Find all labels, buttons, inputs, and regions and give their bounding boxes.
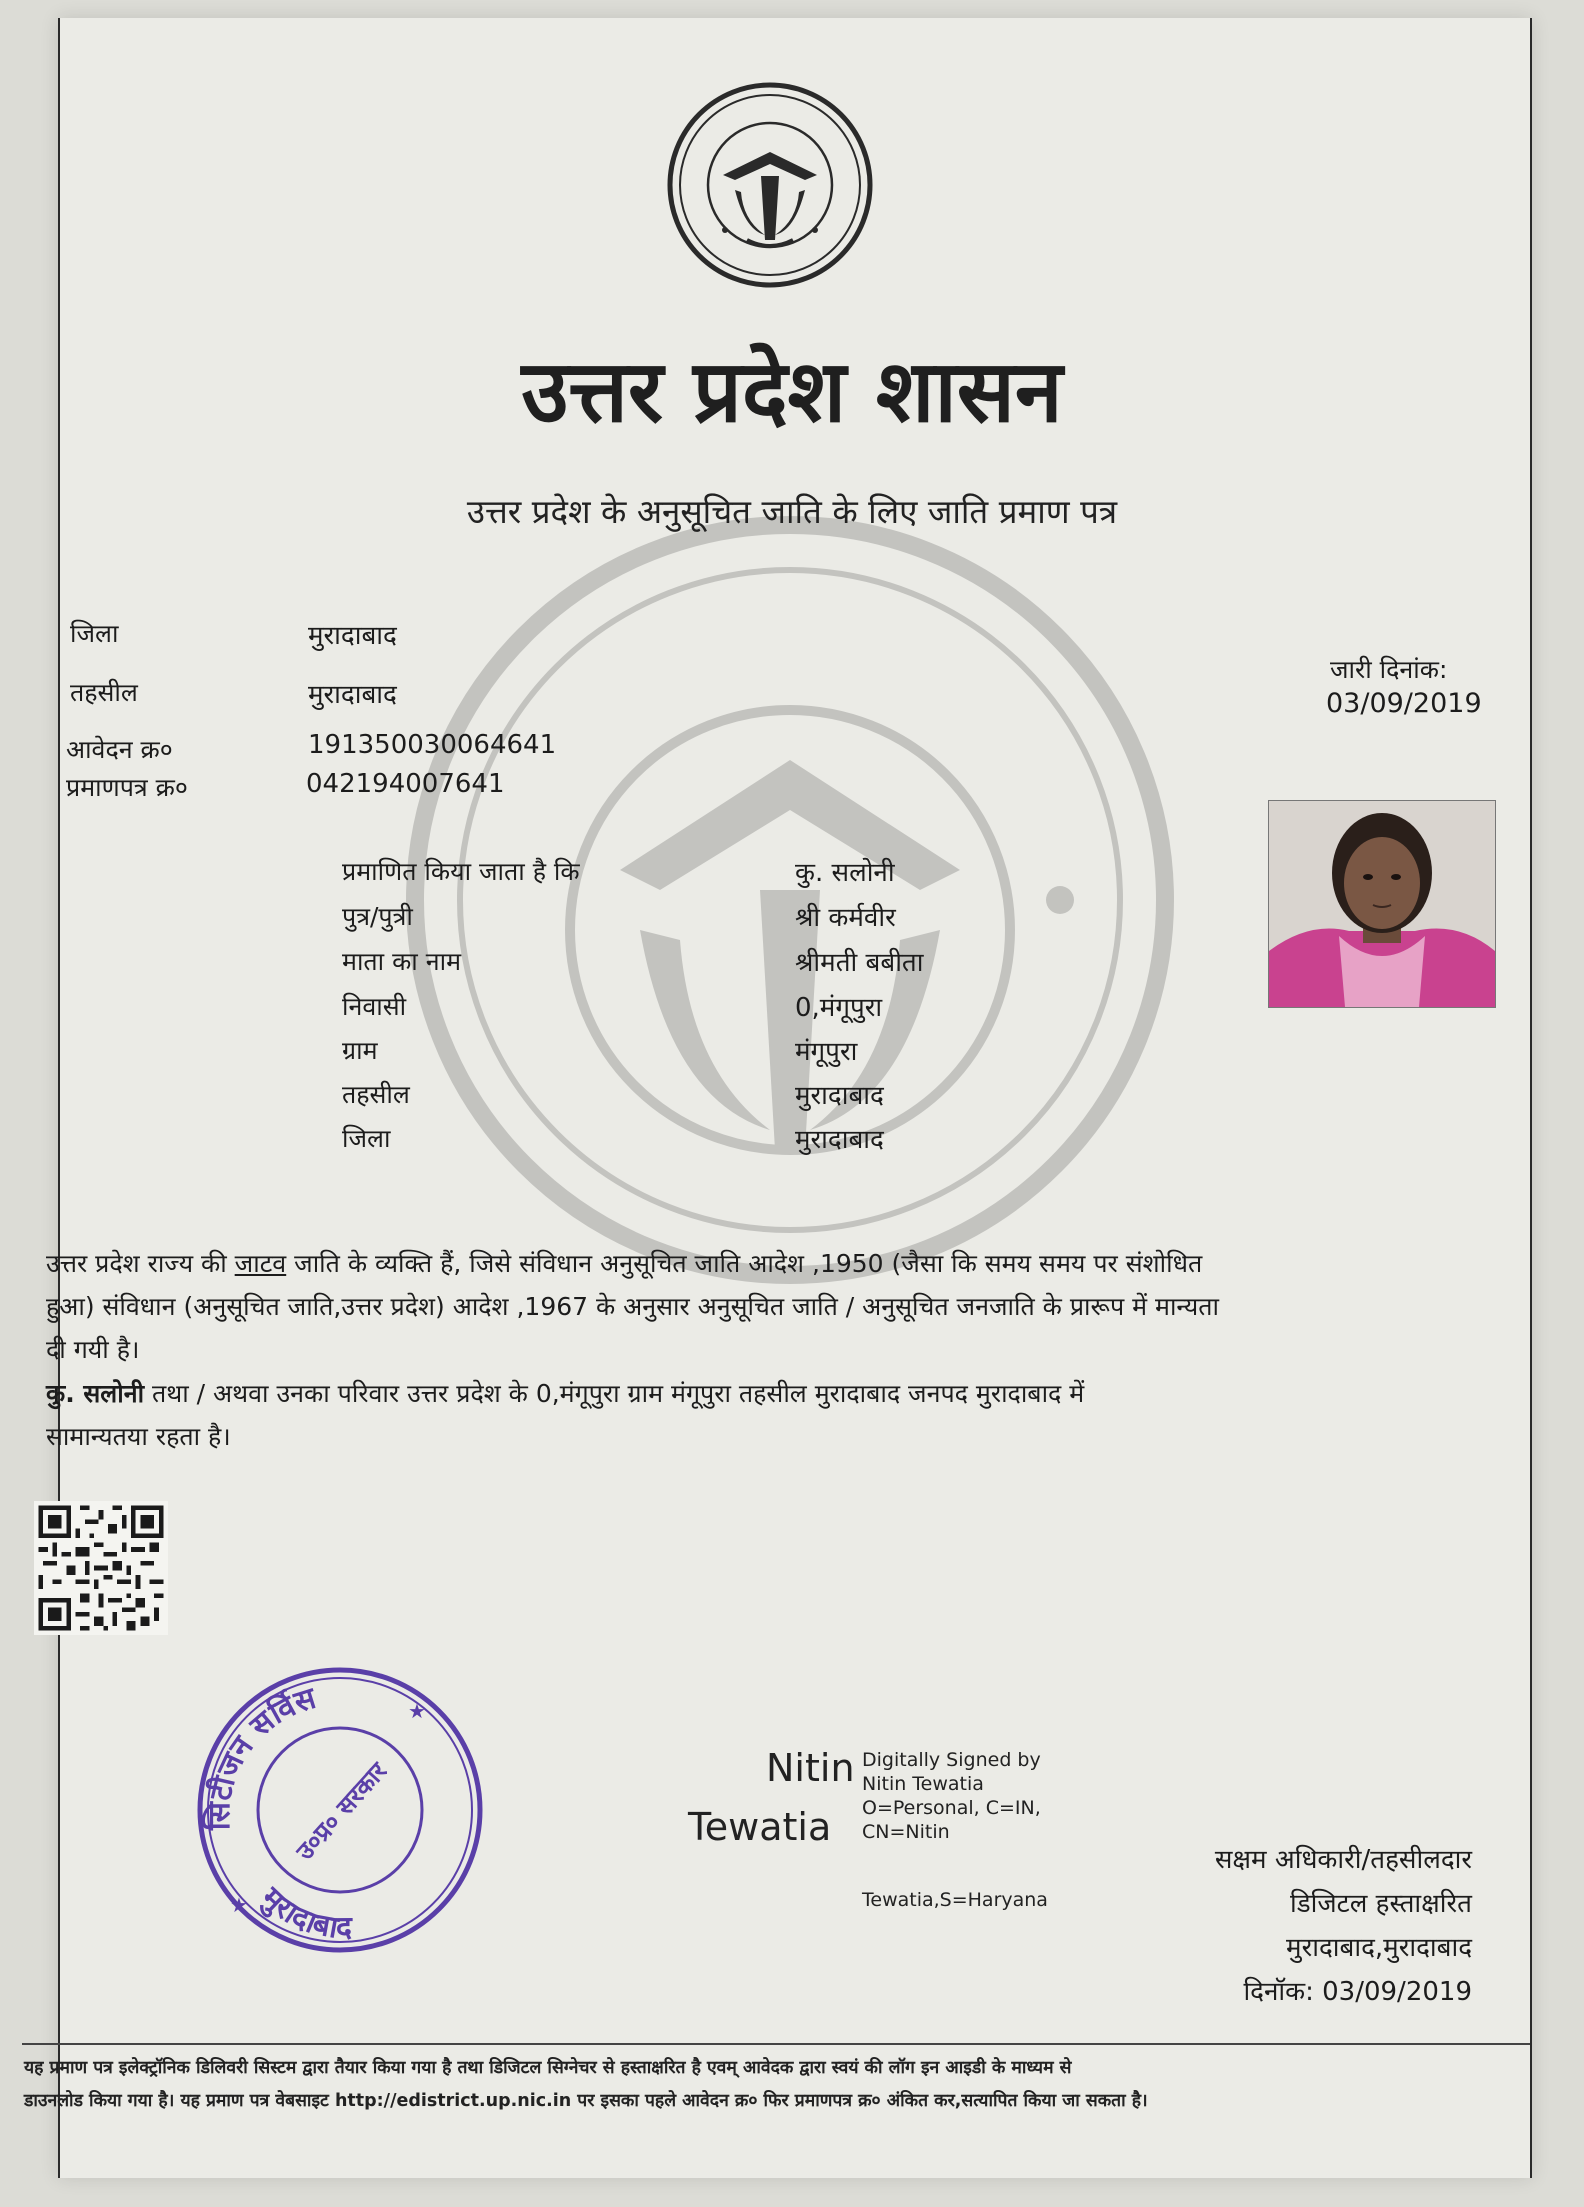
tehsil-value: मुरादाबाद xyxy=(308,680,397,710)
residence-paragraph: कु. सलोनी तथा / अथवा उनका परिवार उत्तर प्रदेश के 0,मंगूपुरा ग्राम मंगूपुरा तहसील मुरादाबाद जनपद मुरादाबाद में सामान्यतया रहता है। xyxy=(46,1379,1085,1451)
seal-top-text: सिटीजन सर्विस xyxy=(202,1680,320,1831)
issue-date-value: 03/09/2019 xyxy=(1326,688,1482,719)
application-number-label: आवेदन क्र० xyxy=(66,735,173,764)
digital-signature-details: Digitally Signed by Nitin Tewatia O=Personal, C=IN, CN=Nitin xyxy=(862,1749,1041,1843)
detail-value-name: कु. सलोनी xyxy=(795,858,895,888)
detail-label-resident: निवासी xyxy=(342,992,407,1021)
signer-last-name: Tewatia xyxy=(688,1805,832,1849)
qr-code xyxy=(34,1500,168,1636)
certificate-title: उत्तर प्रदेश शासन xyxy=(521,341,1063,442)
footer-note: यह प्रमाण पत्र इलेक्ट्रॉनिक डिलिवरी सिस्टम द्वारा तैयार किया गया है तथा डिजिटल सिग्नेचर से हस्ताक्षरित है एवम् आवेदक द्वारा स्वयं की लॉग इन आइडी के माध्यम से डाउनलोड किया गया है। यह प्रमाण पत्र वेबसाइट http://edistrict.up.nic.in पर इसका पहले आवेदन क्र० फिर प्रमाणपत्र क्र० अंकित कर,सत्यापित किया जा सकता है। xyxy=(24,2058,1148,2111)
officer-signature-block xyxy=(1100,1838,1472,2014)
detail-value-village: मंगूपुरा xyxy=(795,1037,858,1067)
emblem-watermark xyxy=(400,510,1180,1290)
detail-label-tehsil: तहसील xyxy=(342,1080,410,1109)
tehsil-label: तहसील xyxy=(70,678,138,707)
detail-value-district: मुरादाबाद xyxy=(795,1125,884,1155)
svg-text:★: ★ xyxy=(408,1699,426,1723)
footer-divider xyxy=(22,2043,1530,2045)
officer-digitally-signed: डिजिटल हस्ताक्षरित xyxy=(1290,1889,1472,1919)
applicant-name-bold: कु. सलोनी xyxy=(46,1379,145,1408)
detail-label-mother: माता का नाम xyxy=(342,947,462,976)
detail-label-village: ग्राम xyxy=(342,1036,378,1065)
seal-middle-text: उ०प्र० सरकार xyxy=(290,1757,393,1866)
applicant-photo xyxy=(1268,800,1496,1008)
certificate-number-value: 042194007641 xyxy=(306,769,505,799)
officer-date: दिनॉक: 03/09/2019 xyxy=(1243,1977,1472,2007)
detail-label-certified: प्रमाणित किया जाता है कि xyxy=(342,857,580,886)
detail-value-mother: श्रीमती बबीता xyxy=(795,948,924,978)
caste-declaration-paragraph: उत्तर प्रदेश राज्य की जाटव जाति के व्यक्ति हैं, जिसे संविधान अनुसूचित जाति आदेश ,1950 (जैसा कि समय समय पर संशोधित हुआ) संविधान (अनुसूचित जाति,उत्तर प्रदेश) आदेश ,1967 के अनुसार अनुसूचित जाति / अनुसूचित जनजाति के प्रारूप में मान्यता दी गयी है। xyxy=(46,1249,1220,1364)
detail-value-resident: 0,मंगूपुरा xyxy=(795,993,883,1023)
signer-first-name: Nitin xyxy=(766,1746,855,1790)
citizen-service-seal xyxy=(190,1660,490,1960)
digital-signature-state: Tewatia,S=Haryana xyxy=(862,1889,1048,1911)
caste-name: जाटव xyxy=(234,1249,287,1278)
up-government-emblem xyxy=(665,80,875,290)
application-number-value: 191350030064641 xyxy=(308,730,557,760)
issue-date-label: जारी दिनांक: xyxy=(1330,655,1448,684)
detail-label-district: जिला xyxy=(342,1124,391,1153)
detail-value-tehsil: मुरादाबाद xyxy=(795,1081,884,1111)
detail-value-father: श्री कर्मवीर xyxy=(795,903,896,933)
district-label: जिला xyxy=(70,619,119,648)
district-value: मुरादाबाद xyxy=(308,621,397,651)
detail-label-child-of: पुत्र/पुत्री xyxy=(342,902,413,931)
officer-location: मुरादाबाद,मुरादाबाद xyxy=(1286,1933,1472,1963)
officer-designation: सक्षम अधिकारी/तहसीलदार xyxy=(1214,1845,1472,1875)
svg-text:★: ★ xyxy=(230,1893,248,1917)
seal-bottom-text: मुरादाबाद xyxy=(254,1880,353,1946)
certificate-number-label: प्रमाणपत्र क्र० xyxy=(66,773,188,802)
svg-text:मुरादाबाद xyxy=(253,1880,353,1946)
certificate-subtitle: उत्तर प्रदेश के अनुसूचित जाति के लिए जाति प्रमाण पत्र xyxy=(466,492,1118,531)
